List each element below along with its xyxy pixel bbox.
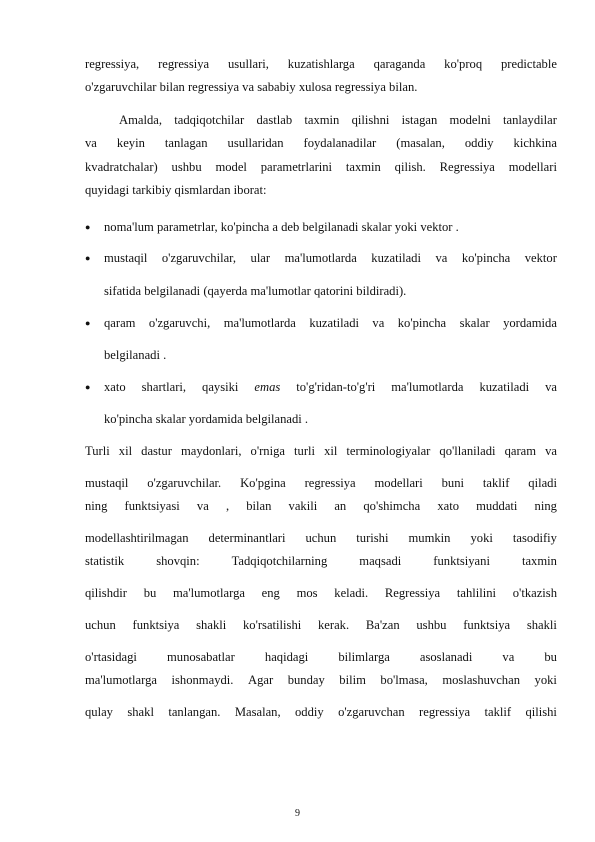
word: Masalan, (234, 705, 281, 719)
word: , (225, 499, 230, 513)
word: modelni (449, 113, 491, 127)
text-line (85, 553, 557, 569)
word: ular (250, 251, 271, 265)
word: xil (324, 444, 338, 458)
word: to'g'ridan-to'g'ri (296, 380, 376, 394)
bullet-item-1: noma'lum parametrlar, ko'pincha a deb belgilanadi skalar yoki vektor . (104, 220, 459, 234)
word: funktsiya (463, 618, 511, 632)
word: kuzatishlarga (287, 57, 355, 71)
word: uchun (85, 618, 116, 632)
word: model (215, 160, 247, 174)
word: dastur (141, 444, 172, 458)
word: tanlaydilar (503, 113, 557, 127)
text-line (85, 649, 557, 665)
text-line: o'zgaruvchilar bilan regressiya va sababiy xulosa regressiya bilan. (85, 80, 418, 94)
bullet-item-4 (104, 379, 557, 395)
word: shakli (526, 618, 557, 632)
word: va (545, 380, 557, 394)
word: kuzatiladi (479, 380, 530, 394)
word: o'rniga (250, 444, 285, 458)
text-line (85, 135, 557, 151)
word: buni (441, 476, 464, 490)
word: ma'lumotlarga (172, 586, 245, 600)
word: bu (544, 650, 557, 664)
word: regressiya (419, 705, 471, 719)
word: vektor (524, 251, 557, 265)
word: Agar (247, 673, 274, 687)
word: keyin (116, 136, 145, 150)
word: mustaqil (104, 251, 148, 265)
word: va (502, 650, 515, 664)
word: maqsadi (359, 554, 402, 568)
text-line (85, 475, 557, 491)
word: ma'lumotlarda (284, 251, 357, 265)
word: ma'lumotlarda (391, 380, 464, 394)
word: asoslanadi (419, 650, 473, 664)
word: muddati (476, 499, 518, 513)
page-number: 9 (295, 808, 300, 819)
word: kuzatiladi (371, 251, 421, 265)
word: yordamida (503, 316, 557, 330)
word: regressiya, (85, 57, 140, 71)
word: regressiya (304, 476, 356, 490)
word: qaram (104, 316, 136, 330)
word: maydonlari, (180, 444, 242, 458)
word: shakli (196, 618, 227, 632)
word: funktsiya (132, 618, 180, 632)
word: qilish. (394, 160, 426, 174)
word: o'tkazish (512, 586, 557, 600)
text-line: quyidagi tarkibiy qismlardan iborat: (85, 183, 267, 197)
word: qilishdir (85, 586, 127, 600)
word: shovqin: (156, 554, 200, 568)
word: kvadratchalar) (85, 160, 158, 174)
bullet-item-3 (104, 315, 557, 331)
word: o'zgaruvchan (338, 705, 405, 719)
bullet-item-4-cont: ko'pincha skalar yordamida belgilanadi . (104, 412, 309, 426)
word: modellari (374, 476, 423, 490)
word: va (435, 251, 448, 265)
word: taklif (484, 705, 512, 719)
word: Tadqiqotchilarning (231, 554, 328, 568)
word: turishi (356, 531, 389, 545)
word: moslashuvchan (442, 673, 520, 687)
word: bo'lmasa, (380, 673, 428, 687)
text-line (85, 704, 557, 720)
bullet-item-2 (104, 250, 557, 266)
word: ko'proq (444, 57, 483, 71)
word: regressiya (158, 57, 210, 71)
word: ushbu (416, 618, 447, 632)
word: funktsiyasi (124, 499, 180, 513)
word: statistik (85, 554, 125, 568)
word: kerak. (318, 618, 350, 632)
word: usullari, (227, 57, 269, 71)
text-line (85, 498, 557, 514)
word: Ko'pgina (240, 476, 286, 490)
bullet-dot: ● (85, 253, 91, 263)
word: taxmin (304, 113, 340, 127)
word: kichkina (513, 136, 557, 150)
word: foydalanadilar (303, 136, 377, 150)
word: Turli (85, 444, 110, 458)
bullet-dot: ● (85, 382, 91, 392)
text-line (119, 112, 557, 128)
word: oddiy (464, 136, 494, 150)
word: ning (534, 499, 557, 513)
word: mustaqil (85, 476, 129, 490)
word: tadqiqotchilar (174, 113, 245, 127)
word: o'zgaruvchilar, (161, 251, 237, 265)
word: ishonmaydi. (171, 673, 234, 687)
word: haqidagi (264, 650, 309, 664)
word: keladi. (334, 586, 369, 600)
word: qaram (504, 444, 537, 458)
word: va (196, 499, 209, 513)
bullet-item-3-cont: belgilanadi . (104, 348, 167, 362)
word: oddiy (295, 705, 324, 719)
word: qo'llaniladi (439, 444, 496, 458)
bullet-item-2-cont: sifatida belgilanadi (qayerda ma'lumotlar qatorini bildiradi). (104, 284, 407, 298)
word: parametrlarini (260, 160, 333, 174)
word: tasodifiy (512, 531, 557, 545)
word: predictable (500, 57, 557, 71)
word: istagan (401, 113, 438, 127)
word: bunday (287, 673, 325, 687)
text-line (85, 159, 557, 175)
word: modellashtirilmagan (85, 531, 189, 545)
word: o'zgaruvchilar. (147, 476, 222, 490)
word: va (372, 316, 385, 330)
bullet-dot: ● (85, 318, 91, 328)
word: qilishni (351, 113, 390, 127)
word: munosabatlar (166, 650, 235, 664)
text-line (85, 672, 557, 688)
word: bilim (339, 673, 366, 687)
word: terminologiyalar (346, 444, 431, 458)
word: qulay (85, 705, 113, 719)
word: Regressiya (384, 586, 441, 600)
word: shartlari, (141, 380, 187, 394)
text-line (85, 530, 557, 546)
word: va (85, 136, 97, 150)
word: tahlilini (456, 586, 497, 600)
word: taxmin (521, 554, 557, 568)
word: qaysiki (202, 380, 239, 394)
word: uchun (305, 531, 337, 545)
word: ko'pincha (397, 316, 447, 330)
word: tanlagan (164, 136, 208, 150)
word: qilishi (525, 705, 557, 719)
word: o'zgaruvchi, (148, 316, 211, 330)
word: ma'lumotlarga (85, 673, 157, 687)
word: funktsiyani (433, 554, 490, 568)
word: usullaridan (227, 136, 284, 150)
word: turli (294, 444, 316, 458)
word: determinantlari (208, 531, 286, 545)
word: bilimlarga (338, 650, 390, 664)
text-line (85, 585, 557, 601)
word: modellari (508, 160, 557, 174)
word: o'rtasidagi (85, 650, 137, 664)
word: eng (261, 586, 280, 600)
word: ko'pincha (461, 251, 511, 265)
word: tanlangan. (168, 705, 221, 719)
word: Ba'zan (365, 618, 400, 632)
word: ushbu (171, 160, 202, 174)
word: mos (296, 586, 318, 600)
word: Amalda, (119, 113, 163, 127)
word: qiladi (528, 476, 557, 490)
word: shakl (127, 705, 154, 719)
word: qo'shimcha (363, 499, 421, 513)
word: (masalan, (396, 136, 445, 150)
word: qaraganda (373, 57, 426, 71)
word: an (334, 499, 347, 513)
word: xato (437, 499, 460, 513)
word: va (545, 444, 557, 458)
word: yoki (470, 531, 493, 545)
word: kuzatiladi (309, 316, 359, 330)
word: dastlab (256, 113, 293, 127)
word: taklif (482, 476, 510, 490)
word: ko'rsatilishi (243, 618, 302, 632)
text-line (85, 56, 557, 72)
word: bu (143, 586, 157, 600)
word: taxmin (345, 160, 381, 174)
word: vakili (288, 499, 318, 513)
word: yoki (534, 673, 557, 687)
bullet-dot: ● (85, 222, 91, 232)
word: mumkin (408, 531, 451, 545)
word: ning (85, 499, 108, 513)
word: Regressiya (439, 160, 495, 174)
word: ma'lumotlarda (223, 316, 296, 330)
text-line (85, 443, 557, 459)
word: emas (254, 380, 281, 394)
word: xato (104, 380, 126, 394)
text-line (85, 617, 557, 633)
word: bilan (246, 499, 272, 513)
word: skalar (459, 316, 490, 330)
word: xil (118, 444, 133, 458)
